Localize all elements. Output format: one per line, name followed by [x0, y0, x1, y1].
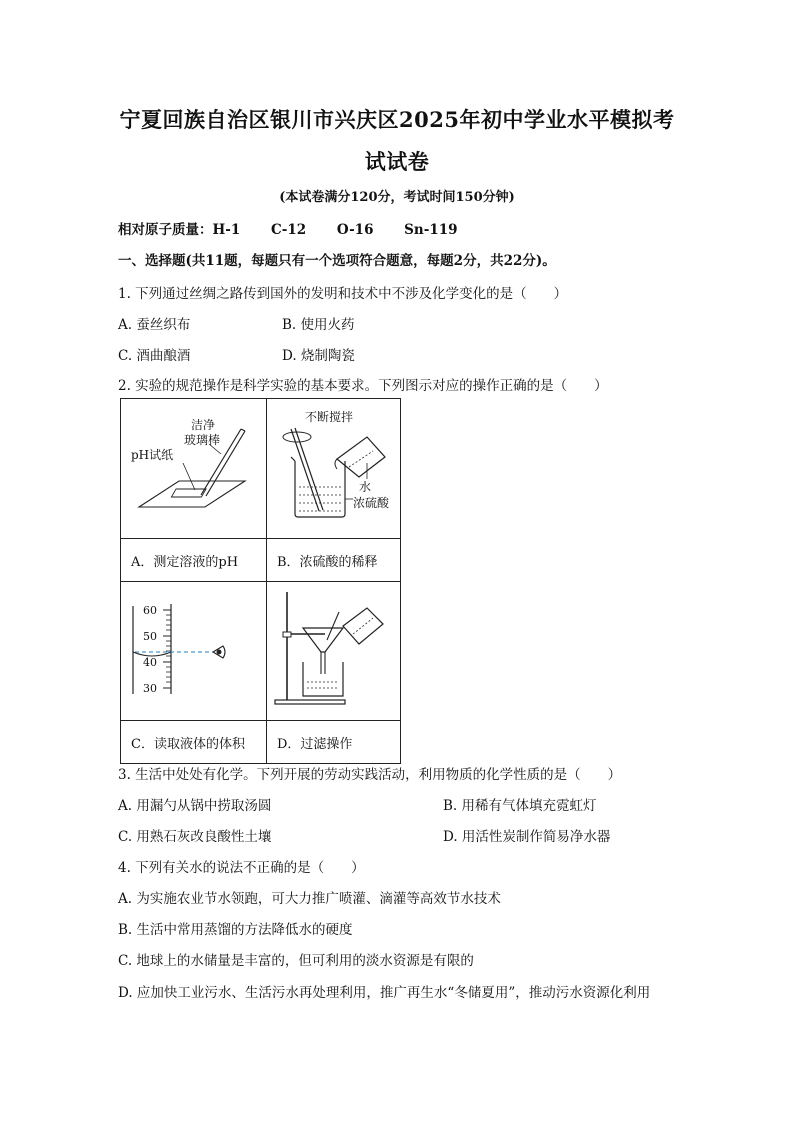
figure-b-label-stir: 不断搅拌: [305, 410, 354, 424]
exam-note: (本试卷满分120分，考试时间150分钟): [279, 190, 515, 205]
question-4-option-b[interactable]: B. 生活中常用蒸馏的方法降低水的硬度: [118, 922, 353, 938]
figure-a-label-rod: 玻璃棒: [184, 433, 221, 447]
caption-c[interactable]: C．读取液体的体积: [121, 721, 267, 764]
exam-title-line1: 宁夏回族自治区银川市兴庆区2025年初中学业水平模拟考: [119, 107, 675, 132]
question-3-option-c[interactable]: C. 用熟石灰改良酸性土壤: [118, 829, 272, 845]
figure-a-label-clean: 洁净: [191, 418, 216, 432]
atomic-mass-sn: Sn-119: [404, 222, 458, 238]
cylinder-tick-50: 50: [143, 630, 157, 643]
figure-a-label-paper: pH试纸: [131, 448, 174, 462]
question-2-figure-table: [120, 398, 401, 764]
figure-a-ph-test: [121, 399, 266, 534]
figure-d-filtration: [267, 582, 400, 716]
atomic-mass-line: [118, 218, 484, 238]
figure-b-label-water: 水: [359, 480, 372, 494]
question-3-option-a[interactable]: A. 用漏勺从锅中捞取汤圆: [118, 798, 272, 814]
figure-c-cylinder: [121, 582, 266, 716]
figure-a-cell: [121, 399, 267, 539]
question-1-option-d[interactable]: D. 烧制陶瓷: [282, 348, 355, 364]
question-3-option-b[interactable]: B. 用稀有气体填充霓虹灯: [443, 798, 597, 814]
caption-b[interactable]: B．浓硫酸的稀释: [267, 539, 401, 582]
section-heading: 一、选择题(共11题，每题只有一个选项符合题意，每题2分，共22分)。: [118, 253, 556, 269]
exam-title-line2: 试试卷: [364, 149, 430, 174]
question-4-stem: 4. 下列有关水的说法不正确的是（ ）: [118, 860, 365, 876]
question-4-option-c[interactable]: C. 地球上的水储量是丰富的，但可利用的淡水资源是有限的: [118, 953, 474, 969]
atomic-mass-label: 相对原子质量：H-1: [118, 222, 241, 238]
question-1-option-a[interactable]: A. 蚕丝织布: [118, 317, 191, 333]
figure-d-cell: [267, 582, 401, 721]
cylinder-tick-40: 40: [143, 656, 157, 669]
question-4-option-d[interactable]: D. 应加快工业污水、生活污水再处理利用，推广再生水“冬储夏用”，推动污水资源化利用: [118, 985, 651, 1001]
figure-b-cell: [267, 399, 401, 539]
cylinder-tick-60: 60: [143, 604, 157, 617]
caption-d[interactable]: D．过滤操作: [267, 721, 401, 764]
figure-c-cell: [121, 582, 267, 721]
caption-a[interactable]: A．测定溶液的pH: [121, 539, 267, 582]
question-2-stem: 2. 实验的规范操作是科学实验的基本要求。下列图示对应的操作正确的是（ ）: [118, 378, 608, 394]
question-3-stem: 3. 生活中处处有化学。下列开展的劳动实践活动，利用物质的化学性质的是（ ）: [118, 767, 622, 783]
cylinder-tick-30: 30: [143, 682, 157, 695]
figure-b-label-acid: 浓硫酸: [353, 496, 390, 510]
question-4-option-a[interactable]: A. 为实施农业节水领跑，可大力推广喷灌、滴灌等高效节水技术: [118, 891, 501, 907]
atomic-mass-o: O-16: [336, 222, 374, 238]
question-1-option-b[interactable]: B. 使用火药: [282, 317, 355, 333]
question-3-option-d[interactable]: D. 用活性炭制作简易净水器: [443, 829, 611, 845]
eye-icon: [213, 646, 225, 658]
atomic-mass-c: C-12: [270, 222, 307, 238]
question-1-stem: 1. 下列通过丝绸之路传到国外的发明和技术中不涉及化学变化的是（ ）: [118, 286, 568, 302]
question-1-option-c[interactable]: C. 酒曲酿酒: [118, 348, 191, 364]
figure-b-dilution: [267, 399, 400, 534]
cylinder-scale-ticks: [163, 610, 171, 688]
